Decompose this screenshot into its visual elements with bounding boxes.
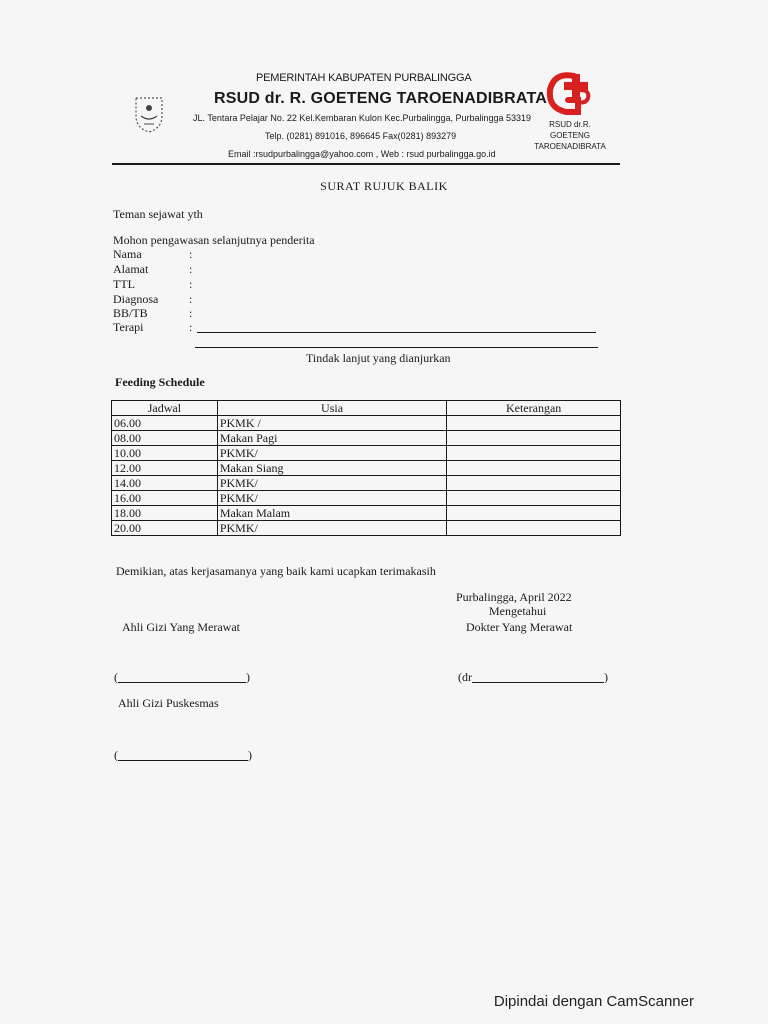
time-cell: 16.00 — [112, 491, 218, 506]
item-cell: Makan Siang — [217, 461, 446, 476]
item-cell: PKMK/ — [217, 521, 446, 536]
colon: : — [189, 292, 193, 306]
time-cell: 14.00 — [112, 476, 218, 491]
puskesmas-label: Ahli Gizi Puskesmas — [118, 696, 219, 710]
table-row — [112, 476, 621, 491]
follow-up-text: Tindak lanjut yang dianjurkan — [306, 351, 451, 365]
column-header: Keterangan — [447, 401, 621, 416]
header-divider — [112, 163, 620, 165]
close-paren: ) — [246, 670, 250, 684]
logo-caption-line1: RSUD dr.R. GOETENG — [549, 120, 591, 140]
label-nama: Nama — [113, 247, 142, 261]
regency-emblem — [132, 94, 166, 134]
note-cell — [447, 476, 621, 491]
table-row — [112, 461, 621, 476]
table-row — [112, 431, 621, 446]
note-cell — [447, 446, 621, 461]
table-header-row — [112, 401, 621, 416]
doctor-label: Dokter Yang Merawat — [466, 620, 573, 634]
hospital-name: RSUD dr. R. GOETENG TAROENADIBRATA — [214, 90, 548, 107]
table-row — [112, 506, 621, 521]
document-title: SURAT RUJUK BALIK — [320, 179, 448, 193]
greeting: Teman sejawat yth — [113, 207, 203, 221]
colon: : — [189, 247, 193, 261]
colon: : — [189, 320, 193, 334]
dr-prefix: (dr — [458, 670, 472, 684]
note-cell — [447, 461, 621, 476]
item-cell: PKMK/ — [217, 476, 446, 491]
column-header: Jadwal — [112, 401, 218, 416]
closing-text: Demikian, atas kerjasamanya yang baik kami ucapkan terimakasih — [116, 564, 436, 578]
feeding-schedule-table — [111, 400, 621, 536]
item-cell: PKMK/ — [217, 446, 446, 461]
puskesmas-signature — [114, 748, 252, 763]
logo-caption-line2: TAROENADIBRATA — [534, 142, 606, 151]
table-row — [112, 416, 621, 431]
scanner-watermark: Dipindai dengan CamScanner — [493, 993, 694, 1010]
nutritionist-signature — [114, 670, 250, 685]
time-cell: 06.00 — [112, 416, 218, 431]
place-date: Purbalingga, April 2022 — [456, 590, 572, 604]
hospital-logo — [544, 70, 592, 118]
note-cell — [447, 491, 621, 506]
doctor-signature — [458, 670, 608, 685]
time-cell: 08.00 — [112, 431, 218, 446]
table-row — [112, 521, 621, 536]
column-header: Usia — [217, 401, 446, 416]
note-cell — [447, 416, 621, 431]
time-cell: 20.00 — [112, 521, 218, 536]
hospital-phone: Telp. (0281) 891016, 896645 Fax(0281) 893279 — [265, 131, 457, 141]
time-cell: 10.00 — [112, 446, 218, 461]
item-cell: PKMK / — [217, 416, 446, 431]
label-ttl: TTL — [113, 277, 135, 291]
open-paren: ( — [114, 748, 118, 762]
item-cell: Makan Malam — [217, 506, 446, 521]
hospital-address: JL. Tentara Pelajar No. 22 Kel.Kembaran Kulon Kec.Purbalingga, Purbalingga 53319 — [193, 113, 532, 123]
nutritionist-label: Ahli Gizi Yang Merawat — [122, 620, 240, 634]
table-row — [112, 446, 621, 461]
colon: : — [189, 277, 193, 291]
label-terapi: Terapi — [113, 320, 144, 334]
hospital-email-web: Email :rsudpurbalingga@yahoo.com , Web : rsud purbalingga.go.id — [228, 149, 496, 159]
note-cell — [447, 431, 621, 446]
colon: : — [189, 306, 193, 320]
close-paren: ) — [604, 670, 608, 684]
terapi-line — [197, 332, 596, 333]
colon: : — [189, 262, 193, 276]
acknowledged: Mengetahui — [489, 604, 547, 618]
time-cell: 18.00 — [112, 506, 218, 521]
label-bbtb: BB/TB — [113, 306, 148, 320]
government-name: PEMERINTAH KABUPATEN PURBALINGGA — [256, 72, 472, 84]
logo-caption — [532, 119, 608, 152]
open-paren: ( — [114, 670, 118, 684]
table-row — [112, 491, 621, 506]
feeding-heading: Feeding Schedule — [115, 375, 205, 389]
item-cell: Makan Pagi — [217, 431, 446, 446]
note-cell — [447, 506, 621, 521]
note-cell — [447, 521, 621, 536]
label-diagnosa: Diagnosa — [113, 292, 159, 306]
close-paren: ) — [248, 748, 252, 762]
item-cell: PKMK/ — [217, 491, 446, 506]
time-cell: 12.00 — [112, 461, 218, 476]
label-alamat: Alamat — [113, 262, 149, 276]
intro-text: Mohon pengawasan selanjutnya penderita — [113, 233, 315, 247]
terapi-line-2 — [195, 347, 598, 348]
